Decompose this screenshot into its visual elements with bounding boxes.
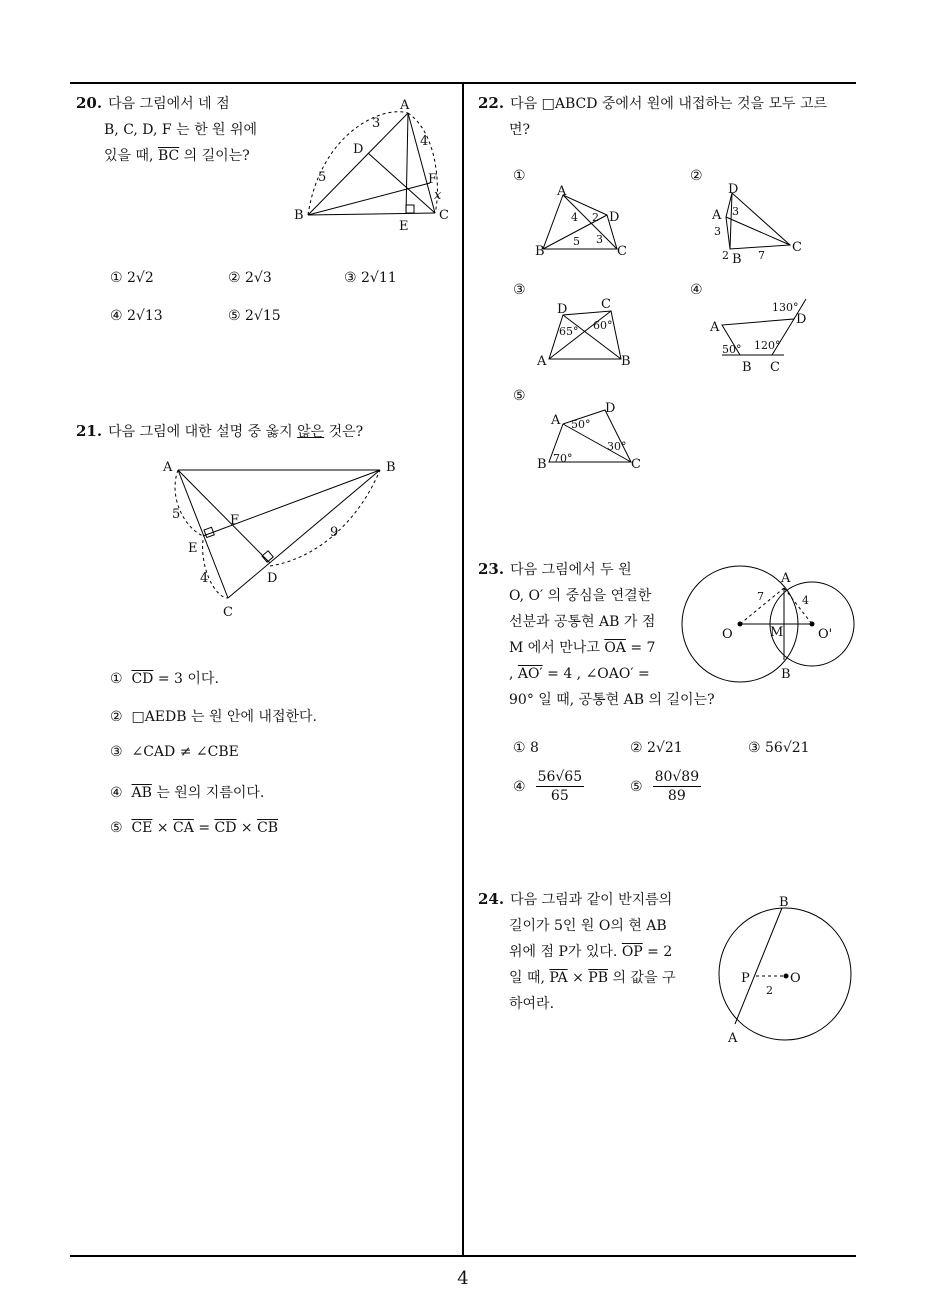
q22-choice-3-mark[interactable]: ③ <box>513 282 526 298</box>
svg-text:2: 2 <box>592 211 599 224</box>
q20-choice-1[interactable]: ① 2√2 <box>110 270 154 286</box>
q22-figure-3 <box>535 293 635 375</box>
q22-figure-1 <box>535 183 635 263</box>
svg-text:120°: 120° <box>754 339 781 352</box>
q21-label-B: B <box>386 460 396 475</box>
q21-choice-3[interactable]: ③ ∠CAD ≠ ∠CBE <box>110 744 239 760</box>
q22-choice-4-mark[interactable]: ④ <box>690 282 703 298</box>
svg-text:2: 2 <box>722 249 729 262</box>
svg-text:B: B <box>732 252 742 267</box>
svg-text:A: A <box>712 208 722 223</box>
svg-text:65°: 65° <box>559 325 579 338</box>
svg-text:D: D <box>605 401 616 416</box>
q21-label-D: D <box>267 571 278 586</box>
page-number: 4 <box>457 1268 469 1289</box>
q20-choice-4[interactable]: ④ 2√13 <box>110 308 163 324</box>
svg-text:B: B <box>781 667 791 682</box>
q20-label-4: 4 <box>420 134 429 149</box>
q22-figure-2 <box>708 183 818 265</box>
svg-text:O: O <box>722 627 733 642</box>
svg-text:D: D <box>728 182 739 197</box>
svg-text:50°: 50° <box>571 418 591 431</box>
svg-text:70°: 70° <box>553 452 573 465</box>
svg-text:3: 3 <box>714 225 721 238</box>
svg-text:A: A <box>537 354 547 369</box>
q20-label-C: C <box>439 208 449 223</box>
svg-text:B: B <box>621 354 631 369</box>
svg-text:C: C <box>792 240 802 255</box>
q20-label-E: E <box>399 219 409 234</box>
svg-text:30°: 30° <box>607 440 627 453</box>
column-divider <box>462 82 464 1256</box>
q21-label-9: 9 <box>330 525 339 540</box>
svg-text:50°: 50° <box>722 343 742 356</box>
svg-text:C: C <box>631 457 641 472</box>
q20-figure <box>290 95 460 235</box>
q23-choice-5[interactable]: ⑤ 80√89 89 <box>630 769 700 804</box>
q21-label-F: F <box>230 513 240 528</box>
question-22: 22. 다음 □ABCD 중에서 원에 내접하는 것을 모두 고르 면? <box>478 94 827 138</box>
q20-choice-2[interactable]: ② 2√3 <box>228 270 272 286</box>
svg-text:4: 4 <box>571 211 578 224</box>
q21-label-A: A <box>163 460 173 475</box>
svg-text:7: 7 <box>757 590 764 603</box>
q20-label-B: B <box>294 208 304 223</box>
q23-choice-1[interactable]: ① 8 <box>513 740 539 756</box>
svg-text:C: C <box>617 244 627 259</box>
q23-figure <box>680 562 860 687</box>
question-24: 24. 다음 그림과 같이 반지름의 길이가 5인 원 O의 현 AB 위에 점 P가 있다. $\overline{OP} = 2$ 일 때, $\overline{PA} \times \overline{PB}$ 의 값을 구 하여라. <box>478 890 676 1012</box>
q22-choice-2-mark[interactable]: ② <box>690 168 703 184</box>
svg-text:C: C <box>770 360 780 375</box>
q21-label-C: C <box>223 605 233 620</box>
q20-label-A: A <box>400 98 410 113</box>
question-23: 23. 다음 그림에서 두 원 O, O′ 의 중심을 연결한 선분과 공통현 AB 가 점 M 에서 만나고 $\overline{OA} = 7$ , AO′ = 4 , ∠OAO′ = 90° 일 때, 공통현 AB 의 길이는? <box>478 560 715 708</box>
q20-label-3: 3 <box>372 116 381 131</box>
svg-text:M: M <box>770 625 784 640</box>
question-number: 21. <box>76 422 103 440</box>
svg-text:D: D <box>557 302 568 317</box>
svg-text:130°: 130° <box>772 301 799 314</box>
question-number: 24. <box>478 890 505 908</box>
svg-text:B: B <box>742 360 752 375</box>
q21-label-E: E <box>188 541 198 556</box>
q21-choice-4[interactable]: ④ $\overline{AB}$ 는 원의 지름이다. <box>110 785 265 801</box>
svg-text:4: 4 <box>802 594 809 607</box>
q20-label-x: x <box>434 188 442 203</box>
svg-text:C: C <box>601 297 611 312</box>
svg-text:O: O <box>790 971 801 986</box>
svg-text:3: 3 <box>596 233 603 246</box>
svg-text:5: 5 <box>573 235 580 248</box>
q23-choice-2[interactable]: ② 2√21 <box>630 740 683 756</box>
q21-choice-2[interactable]: ② □AEDB 는 원 안에 내접한다. <box>110 709 317 725</box>
question-number: 23. <box>478 560 505 578</box>
question-20: 20. 다음 그림에서 네 점 B, C, D, F 는 한 원 위에 있을 때, $\overline{BC}$ 의 길이는? <box>76 94 258 164</box>
svg-text:A: A <box>557 184 567 199</box>
q20-label-5: 5 <box>318 170 327 185</box>
q20-label-F: F <box>428 172 438 187</box>
q20-label-D: D <box>353 142 364 157</box>
svg-text:2: 2 <box>766 984 773 997</box>
svg-text:A: A <box>781 571 791 586</box>
q23-choice-4[interactable]: ④ 56√65 65 <box>513 769 583 804</box>
question-number: 20. <box>76 94 103 112</box>
q22-figure-4 <box>708 293 828 375</box>
q22-choice-5-mark[interactable]: ⑤ <box>513 388 526 404</box>
q22-choice-1-mark[interactable]: ① <box>513 168 526 184</box>
q24-figure <box>710 892 860 1052</box>
svg-text:A: A <box>551 413 561 428</box>
svg-text:D: D <box>609 210 620 225</box>
svg-text:A: A <box>710 320 720 335</box>
svg-text:D: D <box>796 312 807 327</box>
question-21: 21. 다음 그림에 대한 설명 중 옳지 않은 것은? <box>76 422 364 440</box>
svg-text:3: 3 <box>732 205 739 218</box>
q20-choice-5[interactable]: ⑤ 2√15 <box>228 308 281 324</box>
q22-figure-5 <box>535 400 655 475</box>
q21-label-5: 5 <box>172 507 181 522</box>
question-number: 22. <box>478 94 505 112</box>
q21-label-4: 4 <box>200 571 209 586</box>
svg-text:A: A <box>728 1031 738 1046</box>
svg-text:B: B <box>535 244 545 259</box>
svg-text:O': O' <box>818 627 833 642</box>
svg-text:7: 7 <box>758 249 765 262</box>
q21-choice-1[interactable]: ① $\overline{CD} = 3$ 이다. <box>110 671 219 687</box>
bottom-rule <box>70 1255 856 1257</box>
svg-text:60°: 60° <box>593 319 613 332</box>
svg-text:B: B <box>779 895 789 910</box>
svg-text:B: B <box>537 457 547 472</box>
q20-choice-3[interactable]: ③ 2√11 <box>344 270 397 286</box>
q23-choice-3[interactable]: ③ 56√21 <box>748 740 810 756</box>
svg-text:P: P <box>741 971 750 986</box>
q21-choice-5[interactable]: ⑤ $\overline{CE} \times \overline{CA} = \overline{CD} \times \overline{CB}$ <box>110 820 279 836</box>
q21-figure <box>160 458 410 623</box>
